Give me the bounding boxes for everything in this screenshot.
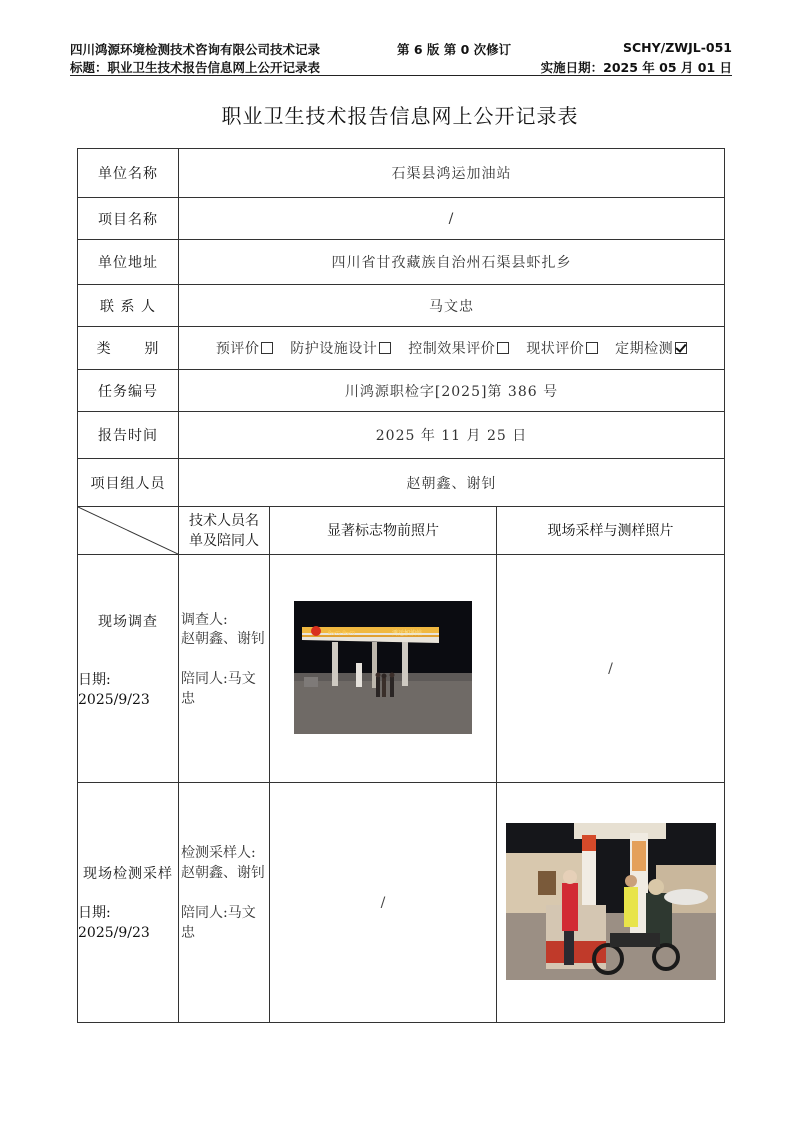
testing-accompany-label: 陪同人: xyxy=(181,905,228,921)
project-name-value: / xyxy=(179,198,725,240)
category-option-label: 现状评价 xyxy=(526,341,585,357)
unit-name-label: 单位名称 xyxy=(78,149,179,198)
category-option-label: 定期检测 xyxy=(615,341,674,357)
sampler-label: 检测采样人: xyxy=(181,845,256,861)
checkbox-icon[interactable] xyxy=(261,342,273,354)
unit-name-value: 石渠县鸿运加油站 xyxy=(179,149,725,198)
category-option-periodic-testing xyxy=(615,341,687,357)
row-contact xyxy=(78,285,725,327)
document-code: SCHY/ZWJL-051 xyxy=(622,40,732,55)
checkbox-icon[interactable] xyxy=(586,342,598,354)
testing-left-cell xyxy=(78,783,179,1023)
task-no-label: 任务编号 xyxy=(78,370,179,412)
contact-value: 马文忠 xyxy=(179,285,725,327)
contact-label: 联 系 人 xyxy=(78,285,179,327)
survey-accompany xyxy=(181,669,269,709)
diagonal-header-cell xyxy=(78,507,179,555)
testing-date: 2025/9/23 xyxy=(78,925,150,941)
testing-date-label: 日期: xyxy=(78,905,111,921)
testing-title: 现场检测采样 xyxy=(83,866,173,882)
category-option-label: 预评价 xyxy=(215,341,260,357)
row-report-time xyxy=(78,412,725,459)
row-team xyxy=(78,459,725,507)
header-divider xyxy=(70,75,732,76)
survey-title: 现场调查 xyxy=(98,614,158,630)
field-sampling-photo xyxy=(506,823,716,980)
company-name: 四川鸿源环境检测技术咨询有限公司技术记录 xyxy=(70,42,321,57)
sampling-photo-header: 现场采样与测样照片 xyxy=(497,507,725,555)
page-title: 职业卫生技术报告信息网上公开记录表 xyxy=(221,104,579,128)
survey-staff-cell xyxy=(179,555,270,783)
sampler-names: 赵朝鑫、谢钊 xyxy=(181,865,265,881)
investigator-names: 赵朝鑫、谢钊 xyxy=(181,631,265,647)
investigator-label: 调查人: xyxy=(181,612,228,628)
survey-date: 2025/9/23 xyxy=(78,692,150,708)
record-table xyxy=(77,148,725,1023)
testing-staff-cell xyxy=(179,783,270,1023)
report-time-label: 报告时间 xyxy=(78,412,179,459)
category-option-label: 控制效果评价 xyxy=(408,341,496,357)
version-info: 第 6 版 第 0 次修订 xyxy=(397,42,512,57)
category-option-pre-evaluation xyxy=(216,341,274,357)
team-label: 项目组人员 xyxy=(78,459,179,507)
checkbox-icon[interactable] xyxy=(379,342,391,354)
field-sampling-photo-image xyxy=(506,823,716,980)
row-photo-header xyxy=(78,507,725,555)
effective-date: 实施日期：2025 年 05 月 01 日 xyxy=(540,60,732,75)
category-option-status-evaluation xyxy=(526,341,598,357)
category-option-control-effect xyxy=(408,341,509,357)
category-option-label: 防护设施设计 xyxy=(290,341,378,357)
row-task-no xyxy=(78,370,725,412)
testing-accompany-name: 马文忠 xyxy=(181,905,256,941)
unit-address-value: 四川省甘孜藏族自治州石渠县虾扎乡 xyxy=(179,240,725,285)
landmark-photo-header: 显著标志物前照片 xyxy=(270,507,497,555)
gas-station-photo-image xyxy=(294,601,472,734)
testing-landmark-photo-cell: / xyxy=(270,783,497,1023)
unit-address-label: 单位地址 xyxy=(78,240,179,285)
row-project-name xyxy=(78,198,725,240)
gas-station-night-photo xyxy=(294,601,472,734)
svg-text:ᠪᠢᠲᠢᠭ ᠪᠢᠲᠢᠭ: ᠪᠢᠲᠢᠭ ᠪᠢᠲᠢᠭ xyxy=(328,630,356,636)
category-label: 类 别 xyxy=(78,327,179,370)
station-sign-text: 鸿运加油站 xyxy=(392,630,423,637)
survey-left-cell xyxy=(78,555,179,783)
checkbox-icon[interactable] xyxy=(675,342,687,354)
project-name-label: 项目名称 xyxy=(78,198,179,240)
category-options xyxy=(179,327,725,370)
survey-date-label: 日期: xyxy=(78,672,111,688)
survey-accompany-label: 陪同人: xyxy=(181,671,228,687)
row-category xyxy=(78,327,725,370)
staff-column-header: 技术人员名单及陪同人 xyxy=(179,507,270,555)
category-option-protection-design xyxy=(290,341,391,357)
testing-accompany xyxy=(181,903,269,943)
row-unit-name xyxy=(78,149,725,198)
document-subject: 标题：职业卫生技术报告信息网上公开记录表 xyxy=(70,60,321,75)
row-field-testing xyxy=(78,783,725,1023)
task-no-value: 川鸿源职检字[2025]第 386 号 xyxy=(179,370,725,412)
survey-accompany-name: 马文忠 xyxy=(181,671,256,707)
team-value: 赵朝鑫、谢钊 xyxy=(179,459,725,507)
landmark-photo-cell xyxy=(270,555,497,783)
sampling-photo-cell xyxy=(497,783,725,1023)
survey-sampling-photo-cell: / xyxy=(497,555,725,783)
diagonal-line xyxy=(78,507,178,554)
report-time-value: 2025 年 11 月 25 日 xyxy=(179,412,725,459)
row-site-survey xyxy=(78,555,725,783)
checkbox-icon[interactable] xyxy=(497,342,509,354)
row-unit-address xyxy=(78,240,725,285)
